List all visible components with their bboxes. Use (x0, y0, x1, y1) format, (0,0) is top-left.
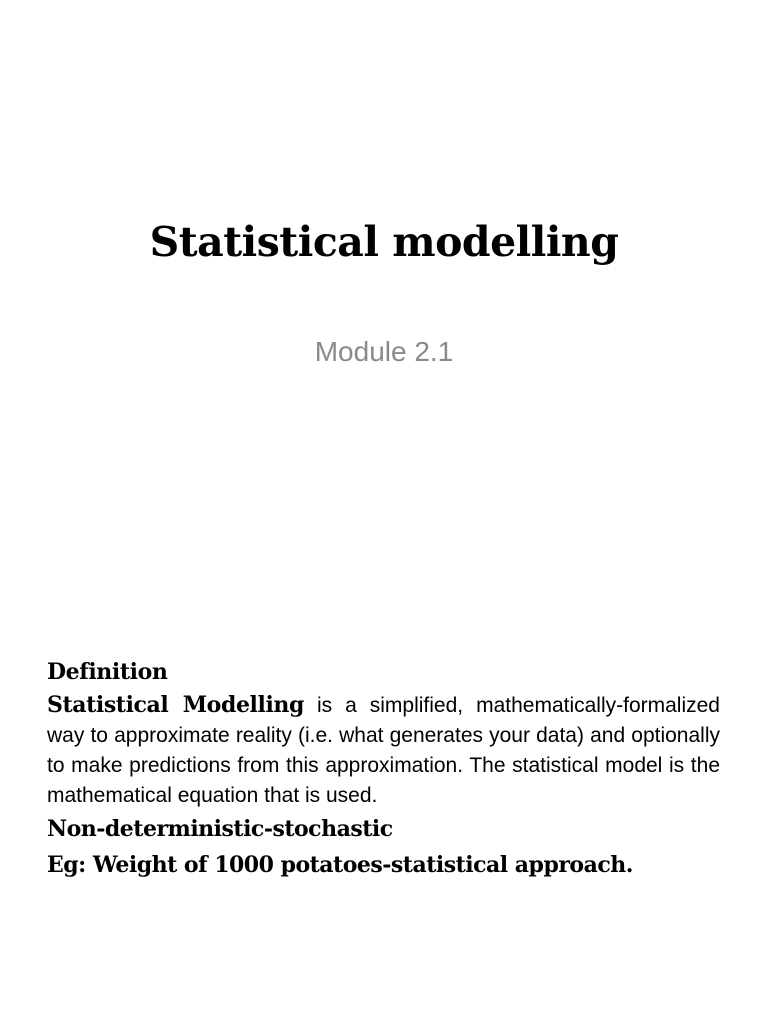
definition-term: Statistical Modelling (47, 692, 304, 718)
definition-text: is a simplified, mathematically-formalized way to approximate reality (i.e. what generates your data) and optionally to make predictions from this approximation. The statistical model is the mathematical equation that is used. (47, 694, 720, 807)
point-example: Eg: Weight of 1000 potatoes-statistical approach. (47, 852, 633, 878)
definition-paragraph (47, 690, 720, 811)
slide-title: Statistical modelling (149, 218, 619, 266)
slide-subtitle: Module 2.1 (314, 336, 454, 367)
point-stochastic: Non-deterministic-stochastic (47, 816, 393, 842)
definition-heading: Definition (47, 659, 168, 685)
definition-section (47, 654, 720, 883)
